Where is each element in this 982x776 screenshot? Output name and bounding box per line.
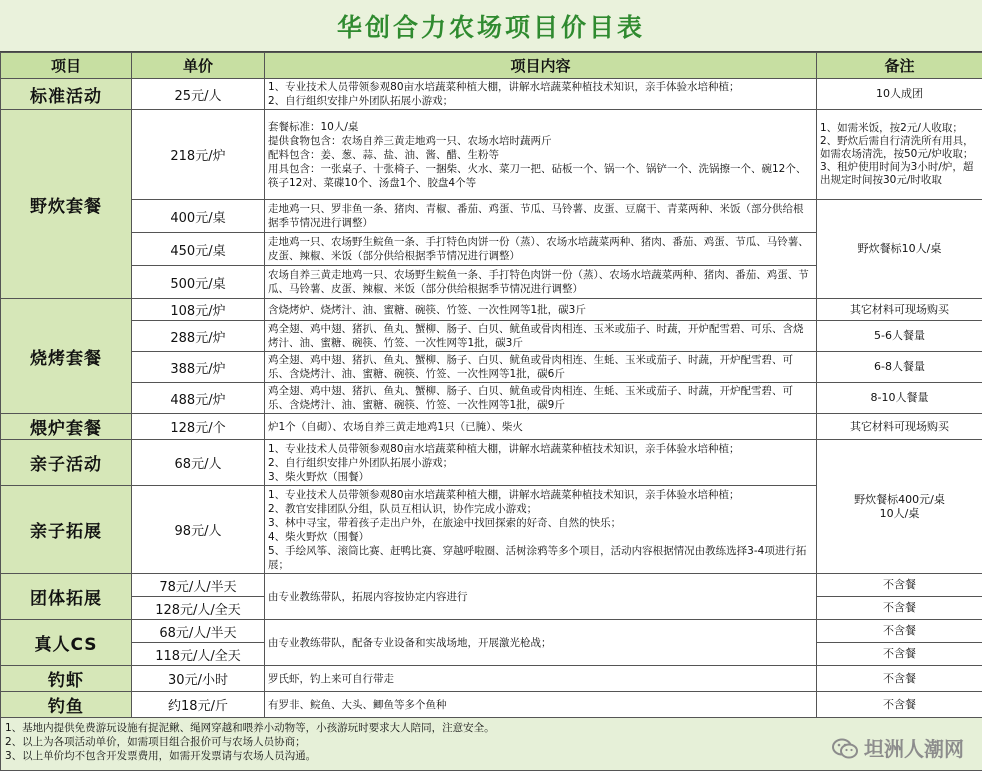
note-line: 10人/桌 xyxy=(879,506,920,520)
category-picnic: 野炊套餐 xyxy=(1,110,132,299)
note-cell: 5-6人餐量 xyxy=(817,321,982,352)
category-family-ext: 亲子拓展 xyxy=(1,486,132,574)
price-cell: 400元/桌 xyxy=(132,200,265,233)
price-cell: 128元/个 xyxy=(132,414,265,440)
table-row xyxy=(1,110,982,200)
price-cell: 98元/人 xyxy=(132,486,265,574)
table-row xyxy=(1,440,982,486)
content-cell: 走地鸡一只、农场野生鲩鱼一条、手打特色肉饼一份（蒸）、农场水培蔬菜两种、猪肉、番茄、鸡蛋、节瓜、马铃薯、皮蛋、辣椒、米饭（部分供给根据季节情况进行调整） xyxy=(265,233,817,266)
content-line: 提供食物包含：农场自养三黄走地鸡一只、农场水培时蔬两斤 xyxy=(268,134,552,147)
note-cell: 不含餐 xyxy=(817,692,982,718)
price-cell: 128元/人/全天 xyxy=(132,597,265,620)
price-cell: 约18元/斤 xyxy=(132,692,265,718)
price-cell: 108元/炉 xyxy=(132,299,265,321)
note-cell: 10人成团 xyxy=(817,79,982,110)
price-cell: 25元/人 xyxy=(132,79,265,110)
category-stove: 煨炉套餐 xyxy=(1,414,132,440)
content-cell xyxy=(265,110,817,200)
header-price: 单价 xyxy=(132,53,265,79)
note-line: 野炊餐标400元/桌 xyxy=(854,492,945,506)
content-line: 2、自行组织安排户外团队拓展小游戏； xyxy=(268,95,454,107)
category-team: 团体拓展 xyxy=(1,574,132,620)
table-row xyxy=(1,666,982,692)
content-line: 1、专业技术人员带领参观80亩水培蔬菜种植大棚，讲解水培蔬菜种植技术知识，亲手体验水培种植； xyxy=(268,442,740,455)
note-cell xyxy=(817,440,982,574)
content-cell: 有罗非、鲩鱼、大头、鲫鱼等多个鱼种 xyxy=(265,692,817,718)
header-content: 项目内容 xyxy=(265,53,817,79)
wechat-icon xyxy=(832,738,858,760)
header-note: 备注 xyxy=(817,53,982,79)
price-cell: 388元/炉 xyxy=(132,352,265,383)
content-line: 套餐标准：10人/桌 xyxy=(268,120,359,133)
content-cell: 由专业教练带队，拓展内容按协定内容进行 xyxy=(265,574,817,620)
note-cell: 不含餐 xyxy=(817,620,982,643)
content-line: 3、柴火野炊（围餐） xyxy=(268,470,370,483)
page-title: 华创合力农场项目价目表 xyxy=(336,12,645,42)
content-line: 2、自行组织安排户外团队拓展小游戏； xyxy=(268,456,454,469)
content-line: 5、手绘风筝、滚筒比赛、赶鸭比赛、穿越呼啦圈、活树涂鸦等多个项目，活动内容根据情况由教练选择3-4项进行拓展； xyxy=(268,544,807,571)
footer-line: 2、以上为各项活动单价，如需项目组合报价可与农场人员协商； xyxy=(5,736,306,748)
watermark xyxy=(832,738,964,760)
price-cell: 78元/人/半天 xyxy=(132,574,265,597)
note-cell: 其它材料可现场购买 xyxy=(817,299,982,321)
table-row xyxy=(1,383,982,414)
category-family: 亲子活动 xyxy=(1,440,132,486)
content-cell: 鸡全翅、鸡中翅、猪扒、鱼丸、蟹柳、肠子、白贝、鱿鱼或骨肉相连、生蚝、玉米或茄子、时蔬，开炉配雪碧、可乐、含烧烤汁、油、蜜糖、碗筷、竹签、一次性网等1批，碳6斤 xyxy=(265,352,817,383)
price-cell: 68元/人 xyxy=(132,440,265,486)
content-line: 4、柴火野炊（围餐） xyxy=(268,530,370,543)
price-cell: 68元/人/半天 xyxy=(132,620,265,643)
note-cell: 1、如需米饭，按2元/人收取；2、野炊后需自行清洗所有用具，如需农场清洗，按50元/炉收取；3、租炉使用时间为3小时/炉，超出规定时间按30元/时收取 xyxy=(817,110,982,200)
price-cell: 488元/炉 xyxy=(132,383,265,414)
footer-notes xyxy=(1,718,982,771)
note-cell: 8-10人餐量 xyxy=(817,383,982,414)
price-table xyxy=(0,52,982,771)
table-row xyxy=(1,200,982,233)
content-cell xyxy=(265,486,817,574)
price-cell: 288元/炉 xyxy=(132,321,265,352)
table-row xyxy=(1,299,982,321)
content-cell xyxy=(265,440,817,486)
note-cell: 野炊餐标10人/桌 xyxy=(817,200,982,299)
table-row xyxy=(1,692,982,718)
note-cell: 6-8人餐量 xyxy=(817,352,982,383)
content-line: 3、林中寻宝，带着孩子走出户外，在旅途中找回探索的好奇、自然的快乐； xyxy=(268,516,622,529)
note-cell: 不含餐 xyxy=(817,574,982,597)
price-cell: 500元/桌 xyxy=(132,266,265,299)
content-cell: 含烧烤炉、烧烤汁、油、蜜糖、碗筷、竹签、一次性网等1批，碳3斤 xyxy=(265,299,817,321)
table-row xyxy=(1,352,982,383)
table-row xyxy=(1,321,982,352)
footer-line: 3、以上单价均不包含开发票费用，如需开发票请与农场人员沟通。 xyxy=(5,750,317,762)
content-line: 1、专业技术人员带领参观80亩水培蔬菜种植大棚，讲解水培蔬菜种植技术知识，亲手体验水培种植； xyxy=(268,81,740,93)
header-item: 项目 xyxy=(1,53,132,79)
category-shrimp: 钓虾 xyxy=(1,666,132,692)
table-row xyxy=(1,414,982,440)
content-cell: 由专业教练带队，配备专业设备和实战场地，开展激光枪战； xyxy=(265,620,817,666)
note-cell: 不含餐 xyxy=(817,643,982,666)
header-row xyxy=(1,53,982,79)
table-row xyxy=(1,574,982,597)
price-cell: 118元/人/全天 xyxy=(132,643,265,666)
content-cell xyxy=(265,79,817,110)
content-line: 配料包含：姜、葱、蒜、盐、油、酱、醋、生粉等 xyxy=(268,148,499,161)
footer-row xyxy=(1,718,982,771)
content-cell: 炉1个（自砌）、农场自养三黄走地鸡1只（已腌）、柴火 xyxy=(265,414,817,440)
note-cell: 其它材料可现场购买 xyxy=(817,414,982,440)
table-row xyxy=(1,620,982,643)
price-cell: 218元/炉 xyxy=(132,110,265,200)
footer-line: 1、基地内提供免费游玩设施有捉泥鳅、绳网穿越和喂养小动物等，小孩游玩时要求大人陪同，注意安全。 xyxy=(5,722,495,734)
content-line: 2、教官安排团队分组，队员互相认识，协作完成小游戏； xyxy=(268,502,538,515)
content-cell: 罗氏虾，钓上来可自行带走 xyxy=(265,666,817,692)
table-row xyxy=(1,79,982,110)
category-cs: 真人CS xyxy=(1,620,132,666)
category-fish: 钓鱼 xyxy=(1,692,132,718)
page-title-bar xyxy=(0,0,982,52)
category-bbq: 烧烤套餐 xyxy=(1,299,132,414)
note-cell: 不含餐 xyxy=(817,597,982,620)
category-standard: 标准活动 xyxy=(1,79,132,110)
price-cell: 450元/桌 xyxy=(132,233,265,266)
content-line: 用具包含：一张桌子、十张椅子、一捆柴、火水、菜刀一把、砧板一个、锅一个、锅铲一个、洗锅擦一个、碗12个、筷子12对、菜碟10个、汤盘1个、胶盘4个等 xyxy=(268,162,807,189)
note-cell: 不含餐 xyxy=(817,666,982,692)
price-cell: 30元/小时 xyxy=(132,666,265,692)
watermark-text: 坦洲人潮网 xyxy=(864,737,964,761)
content-cell: 农场自养三黄走地鸡一只、农场野生鲩鱼一条、手打特色肉饼一份（蒸）、农场水培蔬菜两种、猪肉、番茄、鸡蛋、节瓜、马铃薯、皮蛋、辣椒、米饭（部分供给根据季节情况进行调整） xyxy=(265,266,817,299)
content-line: 1、专业技术人员带领参观80亩水培蔬菜种植大棚，讲解水培蔬菜种植技术知识，亲手体验水培种植； xyxy=(268,488,740,501)
content-cell: 鸡全翅、鸡中翅、猪扒、鱼丸、蟹柳、肠子、白贝、鱿鱼或骨肉相连、玉米或茄子、时蔬，开炉配雪碧、可乐、含烧烤汁、油、蜜糖、碗筷、竹签、一次性网等1批，碳3斤 xyxy=(265,321,817,352)
content-cell: 走地鸡一只、罗非鱼一条、猪肉、青椒、番茄、鸡蛋、节瓜、马铃薯、皮蛋、豆腐干、青菜两种、米饭（部分供给根据季节情况进行调整） xyxy=(265,200,817,233)
content-cell: 鸡全翅、鸡中翅、猪扒、鱼丸、蟹柳、肠子、白贝、鱿鱼或骨肉相连、生蚝、玉米或茄子、时蔬，开炉配雪碧、可乐、含烧烤汁、油、蜜糖、碗筷、竹签、一次性网等1批，碳9斤 xyxy=(265,383,817,414)
